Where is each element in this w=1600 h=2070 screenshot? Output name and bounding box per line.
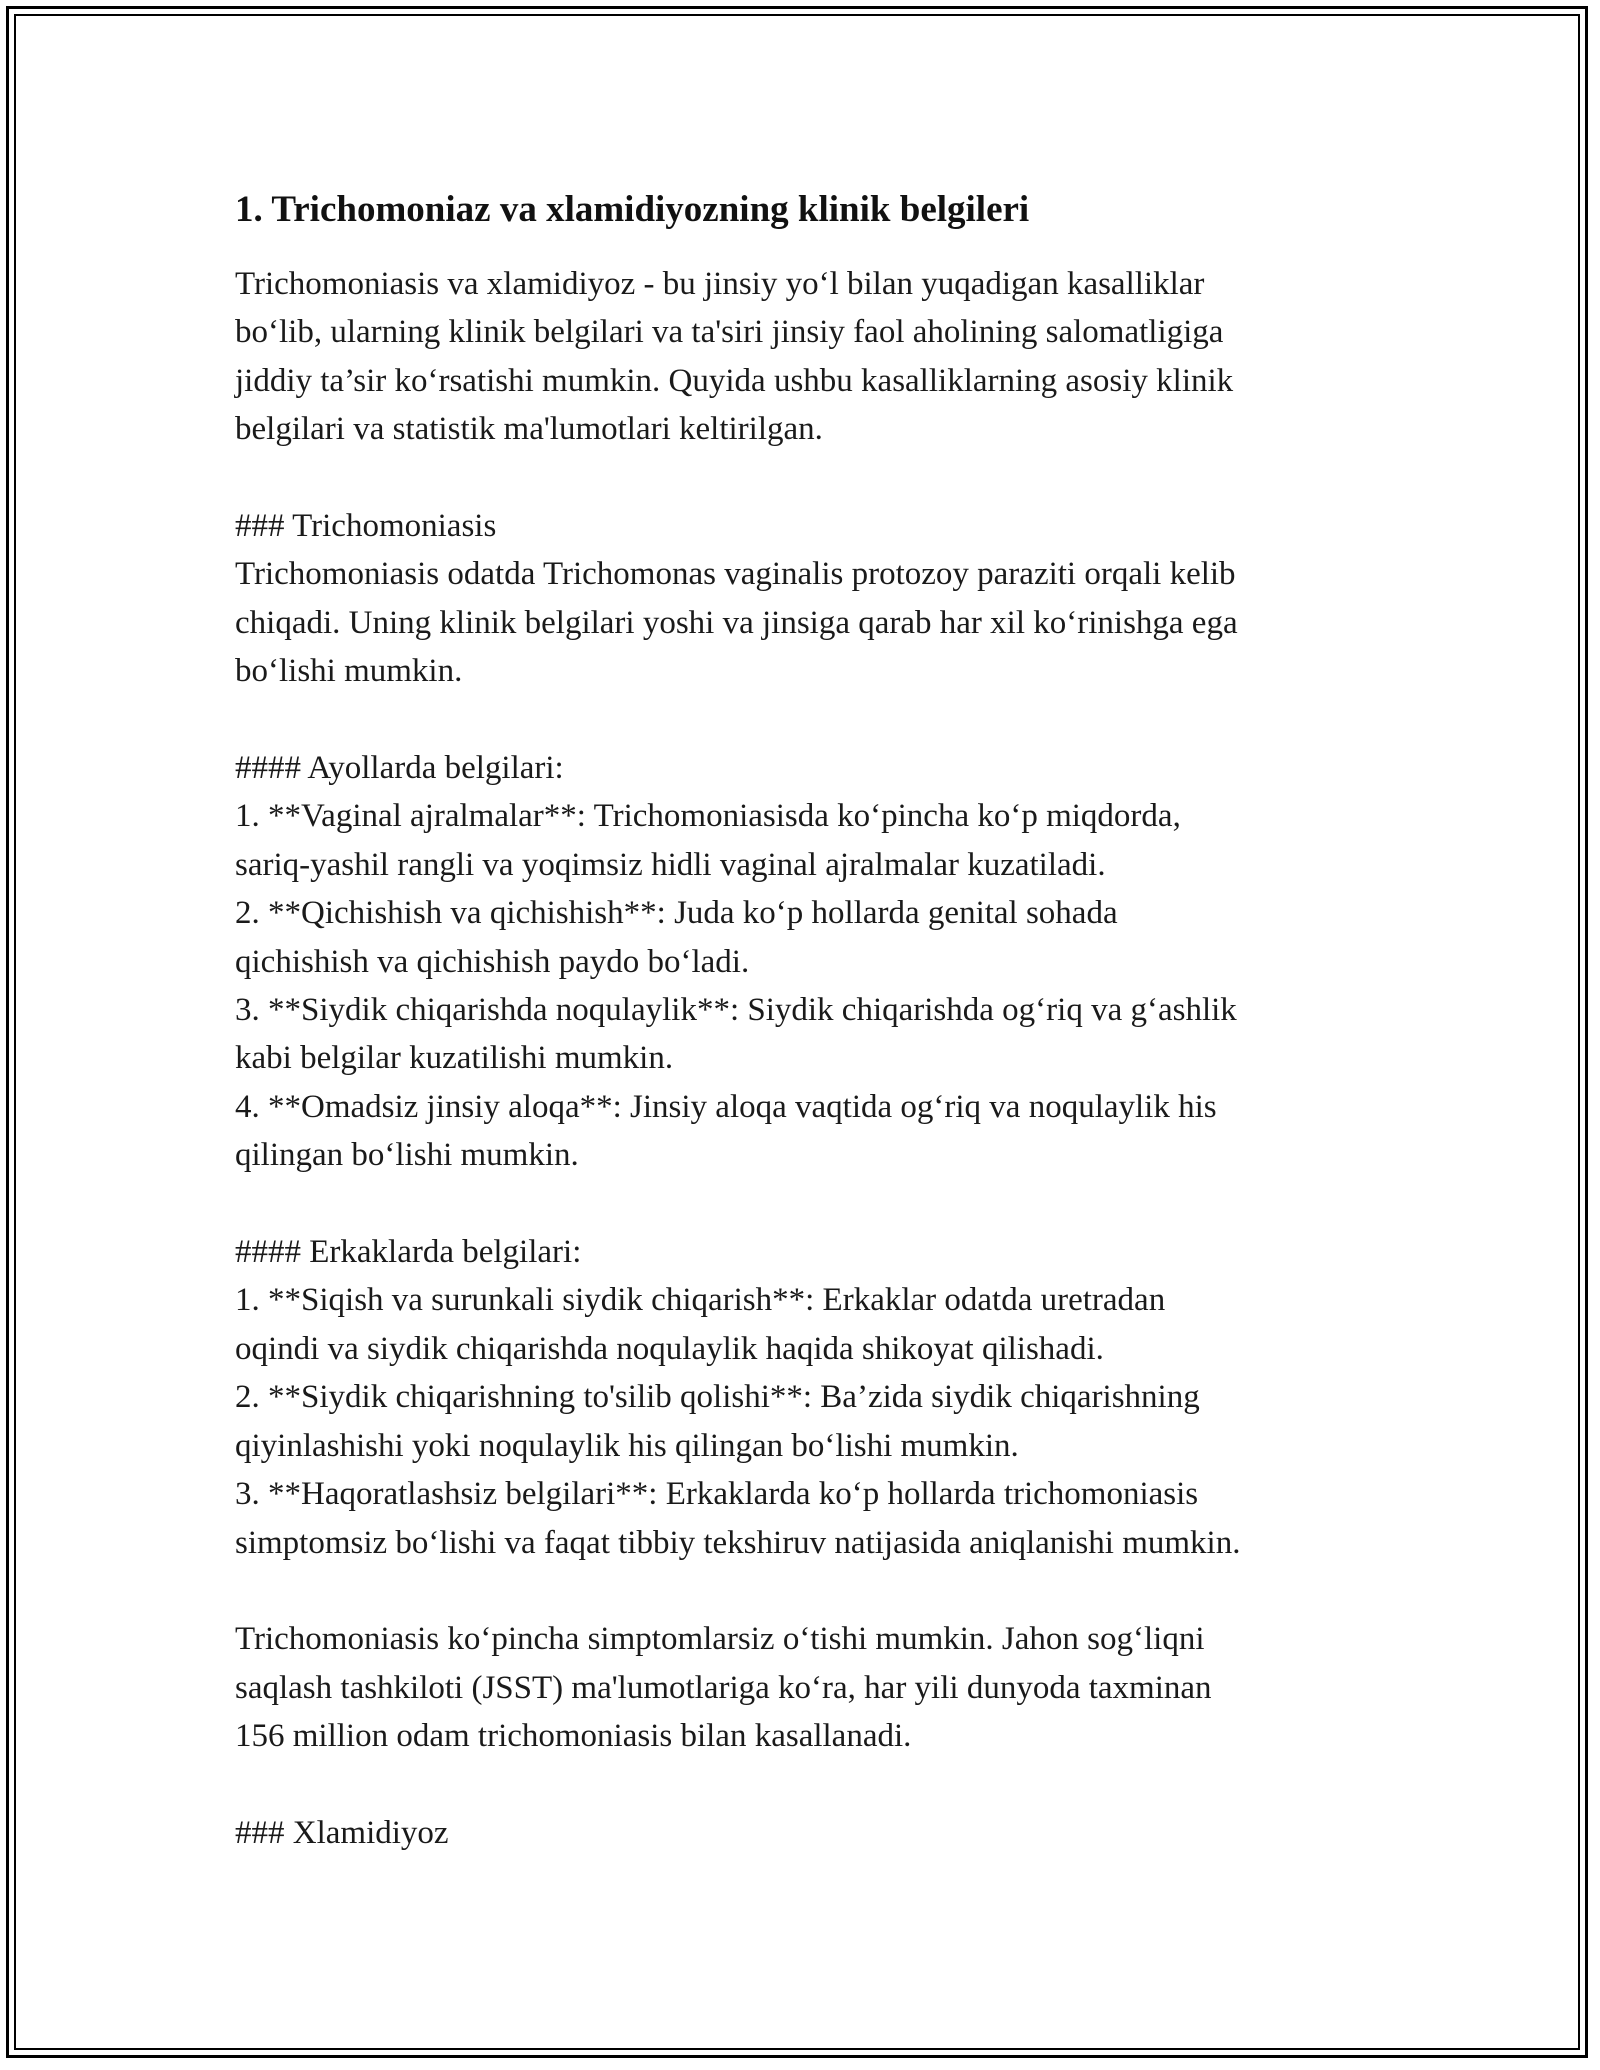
men-symptom-line: 3. **Haqoratlashsiz belgilari**: Erkaklarda ko‘p hollarda trichomoniasis <box>235 1476 1199 1513</box>
trichomoniasis-summary <box>235 1615 1375 1760</box>
intro-line: Trichomoniasis va xlamidiyoz - bu jinsiy yo‘l bilan yuqadigan kasalliklar <box>235 266 1205 302</box>
trichomoniasis-description-line: chiqadi. Uning klinik belgilari yoshi va jinsiga qarab har xil ko‘rinishga ega <box>235 604 1238 641</box>
trichomoniasis-heading: ### Trichomoniasis <box>235 508 497 545</box>
paragraph-gap <box>235 1180 1375 1228</box>
women-symptoms-section <box>235 744 1375 1180</box>
xlamidiyoz-heading: ### Xlamidiyoz <box>235 1814 449 1851</box>
men-symptom-line: qiyinlashishi yoki noqulaylik his qilingan bo‘lishi mumkin. <box>235 1427 1019 1464</box>
men-symptoms-section <box>235 1228 1375 1567</box>
intro-line: belgilari va statistik ma'lumotlari keltirilgan. <box>235 411 823 448</box>
women-symptom-line: 1. **Vaginal ajralmalar**: Trichomoniasisda ko‘pincha ko‘p miqdorda, <box>235 798 1181 835</box>
summary-line: Trichomoniasis ko‘pincha simptomlarsiz o‘tishi mumkin. Jahon sog‘liqni <box>235 1621 1205 1658</box>
women-symptom-line: kabi belgilar kuzatilishi mumkin. <box>235 1040 674 1077</box>
men-symptom-line: 1. **Siqish va surunkali siydik chiqarish**: Erkaklar odatda uretradan <box>235 1282 1166 1319</box>
women-symptoms-heading: #### Ayollarda belgilari: <box>235 750 564 787</box>
document-title: 1. Trichomoniaz va xlamidiyozning klinik belgileri <box>235 189 1030 230</box>
trichomoniasis-section <box>235 502 1375 696</box>
intro-line: bo‘lib, ularning klinik belgilari va ta'siri jinsiy faol aholining salomatligiga <box>235 314 1224 351</box>
women-symptom-line: sariq-yashil rangli va yoqimsiz hidli vaginal ajralmalar kuzatiladi. <box>235 846 1106 883</box>
women-symptom-line: qilingan bo‘lishi mumkin. <box>235 1137 579 1174</box>
summary-line: saqlash tashkiloti (JSST) ma'lumotlariga ko‘ra, har yili dunyoda taxminan <box>235 1669 1212 1706</box>
women-symptom-line: qichishish va qichishish paydo bo‘ladi. <box>235 943 750 980</box>
women-symptom-line: 4. **Omadsiz jinsiy aloqa**: Jinsiy aloqa vaqtida og‘riq va noqulaylik his <box>235 1088 1217 1125</box>
men-symptom-line: 2. **Siydik chiqarishning to'silib qolishi**: Ba’zida siydik chiqarishning <box>235 1379 1200 1416</box>
document-body <box>235 186 1375 1857</box>
men-symptom-line: simptomsiz bo‘lishi va faqat tibbiy tekshiruv natijasida aniqlanishi mumkin. <box>235 1524 1241 1561</box>
paragraph-gap <box>235 454 1375 502</box>
summary-line: 156 million odam trichomoniasis bilan kasallanadi. <box>235 1718 912 1755</box>
paragraph-gap <box>235 1567 1375 1615</box>
trichomoniasis-description-line: bo‘lishi mumkin. <box>235 653 463 690</box>
intro-paragraph <box>235 260 1375 454</box>
trichomoniasis-description-line: Trichomoniasis odatda Trichomonas vaginalis protozoy paraziti orqali kelib <box>235 556 1236 593</box>
women-symptom-line: 2. **Qichishish va qichishish**: Juda ko‘p hollarda genital sohada <box>235 895 1118 932</box>
men-symptom-line: oqindi va siydik chiqarishda noqulaylik haqida shikoyat qilishadi. <box>235 1330 1104 1367</box>
men-symptoms-heading: #### Erkaklarda belgilari: <box>235 1234 582 1271</box>
xlamidiyoz-section <box>235 1809 1375 1857</box>
paragraph-gap <box>235 1761 1375 1809</box>
paragraph-gap <box>235 696 1375 744</box>
intro-line: jiddiy ta’sir ko‘rsatishi mumkin. Quyida ushbu kasalliklarning asosiy klinik <box>235 362 1234 399</box>
women-symptom-line: 3. **Siydik chiqarishda noqulaylik**: Siydik chiqarishda og‘riq va g‘ashlik <box>235 992 1237 1029</box>
